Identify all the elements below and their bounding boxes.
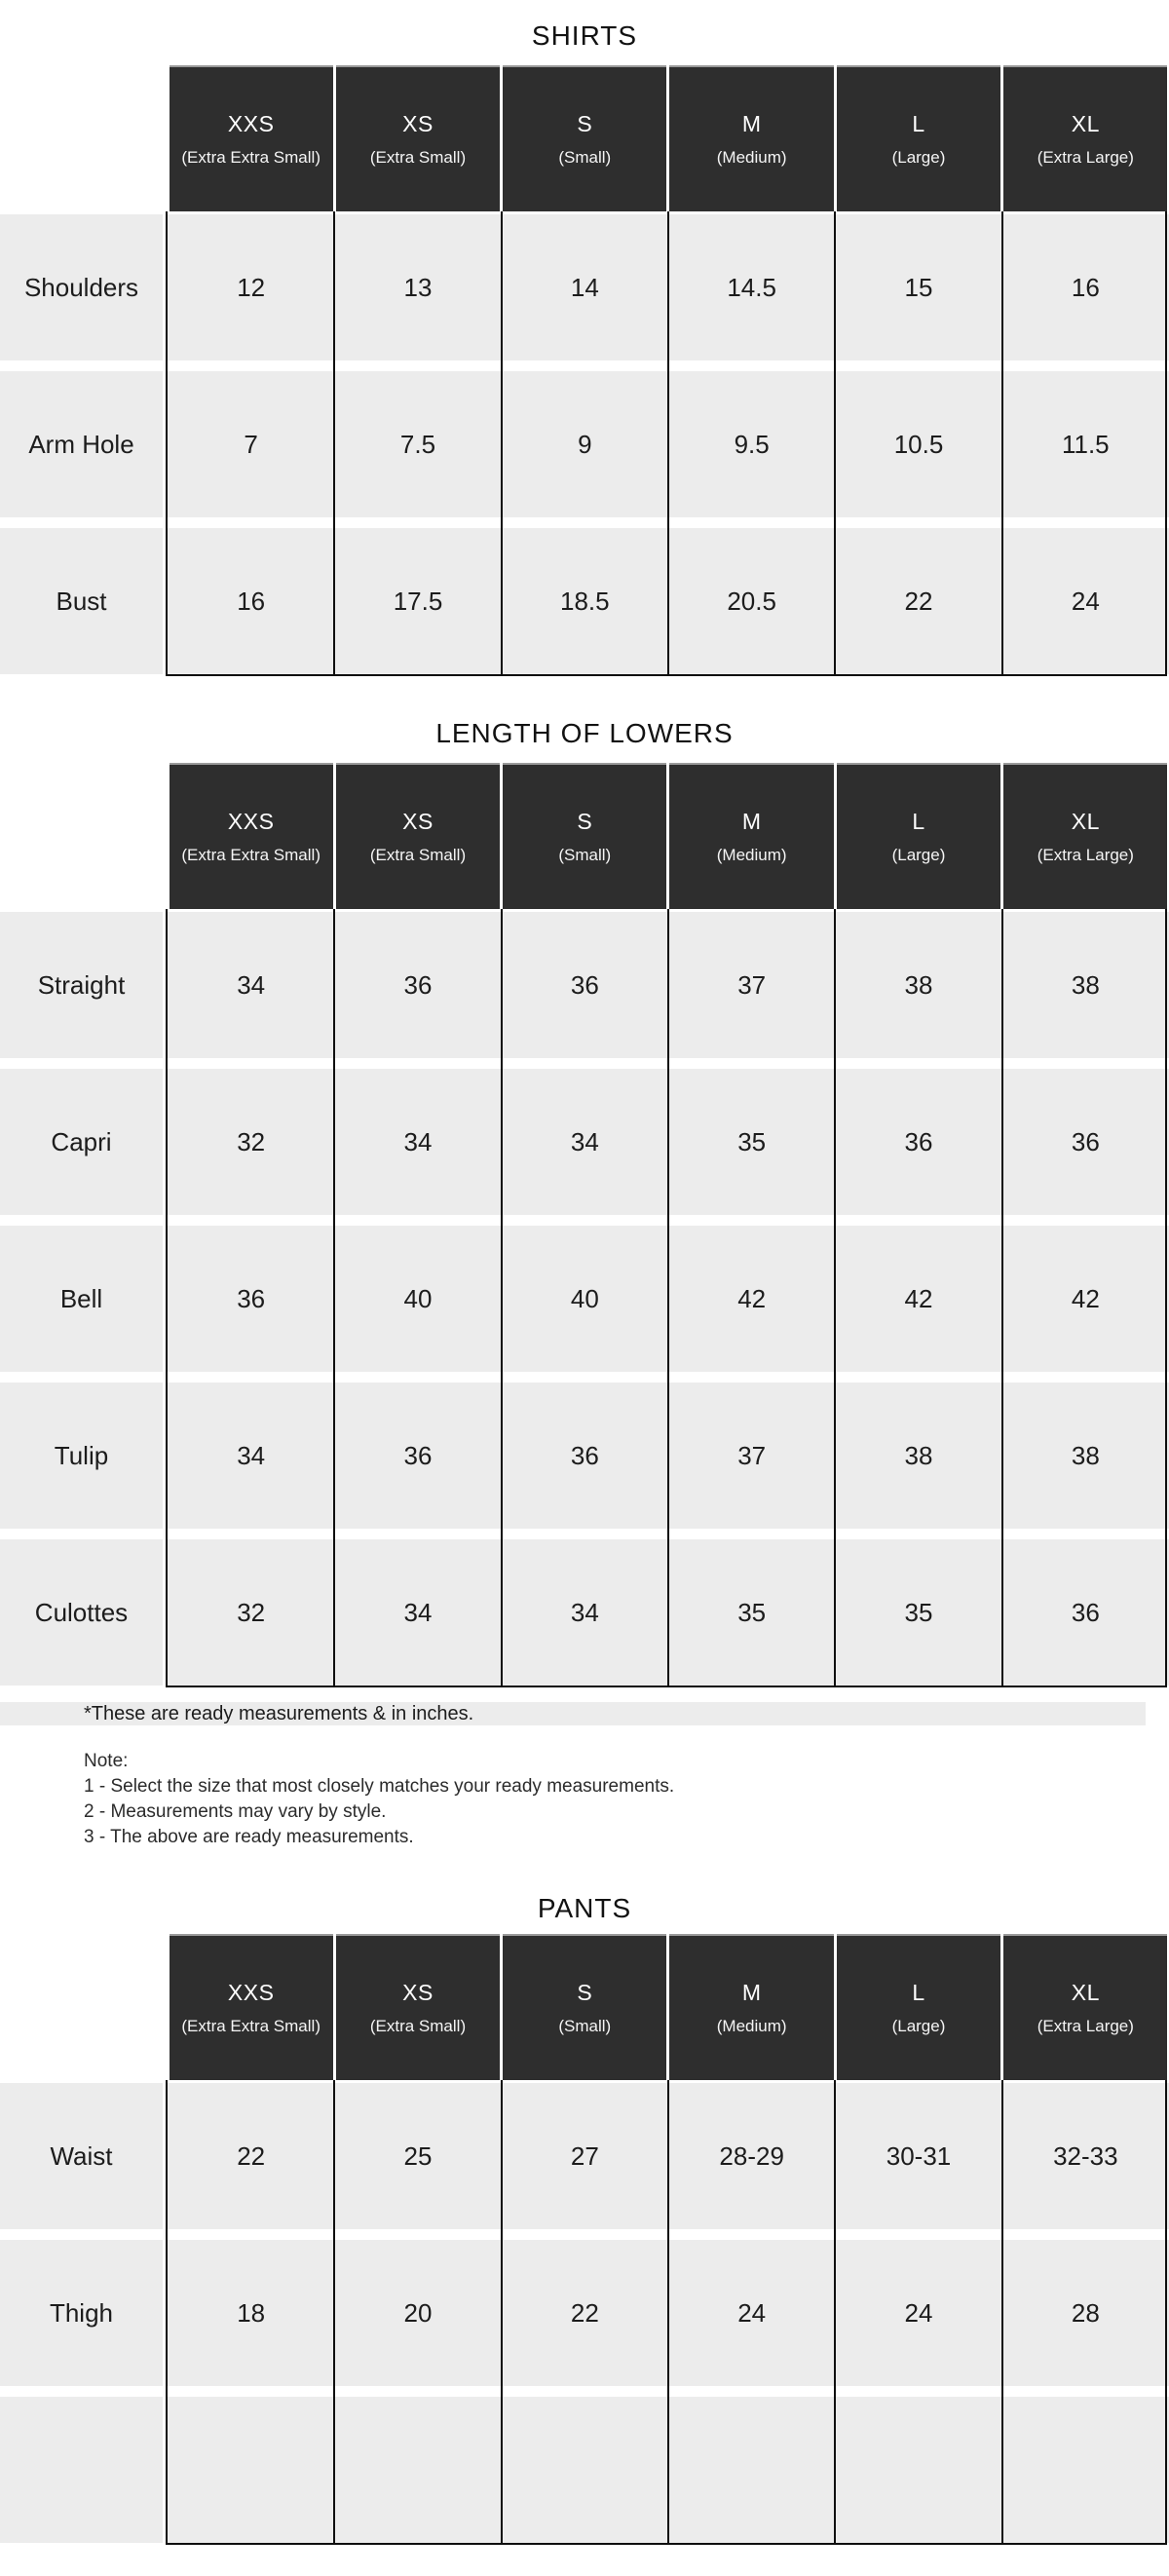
- measurement-value-cell: 12: [168, 214, 334, 360]
- measurement-value-cell: 15: [835, 214, 1001, 360]
- measurement-value-cell: [1002, 2397, 1169, 2543]
- size-full-name: (Large): [891, 846, 946, 864]
- size-abbreviation: XS: [402, 1980, 434, 2005]
- measurement-value-cell: 27: [502, 2083, 668, 2229]
- measurement-value-cell: 30-31: [835, 2083, 1001, 2229]
- measurement-value-cell: 34: [334, 1069, 501, 1215]
- size-column-header: [1003, 1934, 1167, 2080]
- size-abbreviation: XL: [1071, 809, 1100, 834]
- size-full-name: (Extra Large): [1037, 2017, 1134, 2035]
- size-abbreviation: S: [577, 809, 593, 834]
- measurement-value-cell: 22: [168, 2083, 334, 2229]
- size-abbreviation: S: [577, 1980, 593, 2005]
- measurement-value-cell: 38: [835, 1383, 1001, 1529]
- footnote-band: [0, 1702, 1146, 1725]
- measurement-value-cell: 28: [1002, 2240, 1169, 2386]
- row-label-cell: Bell: [0, 1226, 163, 1372]
- table-bottom-border: [166, 674, 1167, 676]
- note-item-3: 3 - The above are ready measurements.: [84, 1827, 414, 1847]
- measurement-value-cell: 34: [168, 912, 334, 1058]
- size-full-name: (Medium): [716, 846, 787, 864]
- header-empty-corner: [0, 65, 163, 211]
- size-column-header: [837, 763, 1000, 909]
- table-row: [0, 1539, 1169, 1686]
- size-column-header: [669, 763, 833, 909]
- measurement-value-cell: 24: [1002, 528, 1169, 674]
- measurement-value-cell: 36: [502, 912, 668, 1058]
- size-full-name: (Small): [558, 148, 612, 167]
- measurement-value-cell: 20: [334, 2240, 501, 2386]
- measurement-value-cell: 42: [835, 1226, 1001, 1372]
- size-full-name: (Extra Extra Small): [181, 846, 321, 864]
- size-column-header: [170, 65, 333, 211]
- size-column-header: [336, 65, 500, 211]
- size-column-header: [503, 763, 666, 909]
- measurement-value-cell: 36: [835, 1069, 1001, 1215]
- size-header-row: [0, 1934, 1169, 2080]
- size-full-name: (Extra Extra Small): [181, 148, 321, 167]
- measurement-value-cell: 36: [168, 1226, 334, 1372]
- measurement-value-cell: 40: [502, 1226, 668, 1372]
- table-row: [0, 2397, 1169, 2543]
- size-header-row: [0, 65, 1169, 211]
- size-abbreviation: XS: [402, 111, 434, 136]
- size-column-header: [503, 1934, 666, 2080]
- measurement-value-cell: [168, 2397, 334, 2543]
- measurement-value-cell: 18.5: [502, 528, 668, 674]
- lowers-size-table: [0, 763, 1169, 1687]
- size-column-header: [669, 1934, 833, 2080]
- measurement-value-cell: [502, 2397, 668, 2543]
- table-bottom-border: [166, 2543, 1167, 2545]
- size-full-name: (Medium): [716, 148, 787, 167]
- measurement-value-cell: 38: [835, 912, 1001, 1058]
- size-full-name: (Small): [558, 2017, 612, 2035]
- measurement-value-cell: 36: [334, 912, 501, 1058]
- row-label-cell: Capri: [0, 1069, 163, 1215]
- measurement-value-cell: 28-29: [668, 2083, 835, 2229]
- measurement-value-cell: [334, 2397, 501, 2543]
- row-label-cell: Thigh: [0, 2240, 163, 2386]
- size-abbreviation: XXS: [227, 809, 275, 834]
- size-header-row: [0, 763, 1169, 909]
- size-abbreviation: M: [741, 1980, 762, 2005]
- measurement-value-cell: 22: [502, 2240, 668, 2386]
- measurement-value-cell: 17.5: [334, 528, 501, 674]
- size-full-name: (Large): [891, 2017, 946, 2035]
- size-column-header: [669, 65, 833, 211]
- measurement-value-cell: 32: [168, 1069, 334, 1215]
- measurement-value-cell: 25: [334, 2083, 501, 2229]
- row-label-cell: Waist: [0, 2083, 163, 2229]
- measurement-value-cell: 42: [1002, 1226, 1169, 1372]
- measurement-value-cell: 13: [334, 214, 501, 360]
- measurement-value-cell: 22: [835, 528, 1001, 674]
- size-full-name: (Extra Large): [1037, 148, 1134, 167]
- size-column-header: [837, 65, 1000, 211]
- measurement-value-cell: 34: [168, 1383, 334, 1529]
- header-empty-corner: [0, 763, 163, 909]
- size-column-header: [1003, 763, 1167, 909]
- size-column-header: [1003, 65, 1167, 211]
- measurement-value-cell: 35: [668, 1069, 835, 1215]
- size-column-header: [170, 763, 333, 909]
- measurement-value-cell: 16: [1002, 214, 1169, 360]
- size-abbreviation: XXS: [227, 111, 275, 136]
- measurement-value-cell: 37: [668, 912, 835, 1058]
- size-abbreviation: L: [912, 809, 925, 834]
- size-column-header: [170, 1934, 333, 2080]
- measurement-value-cell: 35: [668, 1539, 835, 1686]
- table-body: [0, 211, 1169, 676]
- measurement-value-cell: 34: [502, 1539, 668, 1686]
- measurement-value-cell: 14.5: [668, 214, 835, 360]
- table-row: [0, 214, 1169, 360]
- measurement-value-cell: 38: [1002, 1383, 1169, 1529]
- size-full-name: (Extra Large): [1037, 846, 1134, 864]
- row-label-cell: Straight: [0, 912, 163, 1058]
- measurement-value-cell: 32-33: [1002, 2083, 1169, 2229]
- table-row: [0, 528, 1169, 674]
- size-full-name: (Large): [891, 148, 946, 167]
- measurement-value-cell: 37: [668, 1383, 835, 1529]
- measurement-value-cell: 7: [168, 371, 334, 517]
- note-block: [84, 1749, 1169, 1850]
- lowers-title: LENGTH OF LOWERS: [435, 718, 734, 748]
- note-heading: Note:: [84, 1751, 129, 1771]
- row-label-cell: Arm Hole: [0, 371, 163, 517]
- size-abbreviation: S: [577, 111, 593, 136]
- measurement-value-cell: 9: [502, 371, 668, 517]
- measurement-value-cell: 40: [334, 1226, 501, 1372]
- size-column-header: [503, 65, 666, 211]
- measurement-value-cell: 24: [668, 2240, 835, 2386]
- measurement-value-cell: 7.5: [334, 371, 501, 517]
- shirts-size-table: [0, 65, 1169, 676]
- measurement-value-cell: 34: [502, 1069, 668, 1215]
- size-column-header: [336, 1934, 500, 2080]
- measurement-value-cell: 36: [1002, 1539, 1169, 1686]
- table-row: [0, 2240, 1169, 2386]
- table-row: [0, 1069, 1169, 1215]
- header-gap: [163, 763, 168, 909]
- measurement-value-cell: 36: [334, 1383, 501, 1529]
- table-body: [0, 909, 1169, 1687]
- size-full-name: (Extra Small): [369, 846, 467, 864]
- table-row: [0, 371, 1169, 517]
- size-full-name: (Extra Extra Small): [181, 2017, 321, 2035]
- table-bottom-border: [166, 1686, 1167, 1687]
- row-label-cell: Shoulders: [0, 214, 163, 360]
- pants-title: PANTS: [537, 1893, 632, 1923]
- row-label-cell: Bust: [0, 528, 163, 674]
- note-item-1: 1 - Select the size that most closely matches your ready measurements.: [84, 1776, 675, 1797]
- size-abbreviation: XS: [402, 809, 434, 834]
- measurement-value-cell: 20.5: [668, 528, 835, 674]
- size-abbreviation: XXS: [227, 1980, 275, 2005]
- measurement-value-cell: 9.5: [668, 371, 835, 517]
- note-item-2: 2 - Measurements may vary by style.: [84, 1801, 387, 1822]
- measurement-value-cell: 42: [668, 1226, 835, 1372]
- size-abbreviation: L: [912, 1980, 925, 2005]
- footnote-text: *These are ready measurements & in inches.: [84, 1703, 474, 1724]
- row-label-cell: Tulip: [0, 1383, 163, 1529]
- measurement-value-cell: 24: [835, 2240, 1001, 2386]
- size-abbreviation: M: [741, 809, 762, 834]
- shirts-title: SHIRTS: [531, 20, 638, 51]
- size-abbreviation: XL: [1071, 111, 1100, 136]
- header-empty-corner: [0, 1934, 163, 2080]
- measurement-value-cell: 34: [334, 1539, 501, 1686]
- size-column-header: [336, 763, 500, 909]
- measurement-value-cell: 16: [168, 528, 334, 674]
- measurement-value-cell: 10.5: [835, 371, 1001, 517]
- row-label-cell: Culottes: [0, 1539, 163, 1686]
- table-body: [0, 2080, 1169, 2545]
- size-full-name: (Extra Small): [369, 2017, 467, 2035]
- header-gap: [163, 1934, 168, 2080]
- size-full-name: (Extra Small): [369, 148, 467, 167]
- measurement-value-cell: 36: [502, 1383, 668, 1529]
- table-row: [0, 912, 1169, 1058]
- table-row: [0, 1226, 1169, 1372]
- size-full-name: (Small): [558, 846, 612, 864]
- size-full-name: (Medium): [716, 2017, 787, 2035]
- measurement-value-cell: 11.5: [1002, 371, 1169, 517]
- measurement-value-cell: 35: [835, 1539, 1001, 1686]
- table-row: [0, 1383, 1169, 1529]
- pants-size-table: [0, 1934, 1169, 2545]
- measurement-value-cell: [835, 2397, 1001, 2543]
- row-label-cell: [0, 2397, 163, 2543]
- size-abbreviation: M: [741, 111, 762, 136]
- table-row: [0, 2083, 1169, 2229]
- measurement-value-cell: [668, 2397, 835, 2543]
- size-abbreviation: XL: [1071, 1980, 1100, 2005]
- header-gap: [163, 65, 168, 211]
- measurement-value-cell: 32: [168, 1539, 334, 1686]
- measurement-value-cell: 18: [168, 2240, 334, 2386]
- measurement-value-cell: 14: [502, 214, 668, 360]
- measurement-value-cell: 36: [1002, 1069, 1169, 1215]
- size-abbreviation: L: [912, 111, 925, 136]
- size-column-header: [837, 1934, 1000, 2080]
- measurement-value-cell: 38: [1002, 912, 1169, 1058]
